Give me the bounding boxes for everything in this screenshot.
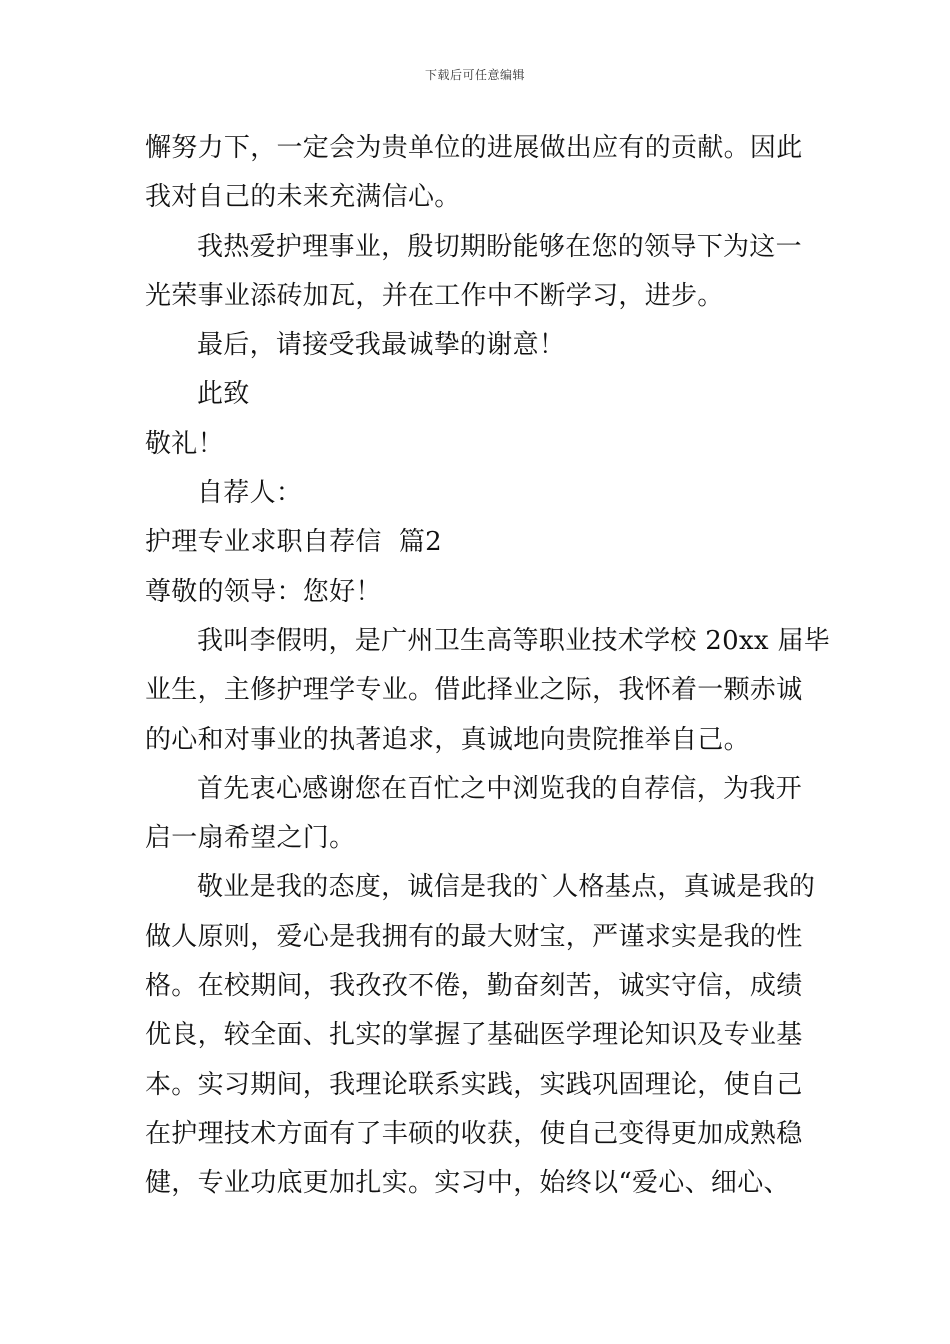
text-line: 懈努力下，一定会为贵单位的进展做出应有的贡献。因此 (145, 133, 803, 163)
text-line: 护理专业求职自荐信 篇2 (145, 527, 442, 558)
text-line: 光荣事业添砖加瓦，并在工作中不断学习，进步。 (145, 280, 724, 311)
text-line: 敬业是我的态度，诚信是我的`人格基点，真诚是我的 (197, 872, 816, 903)
text-line: 本。实习期间，我理论联系实践，实践巩固理论，使自己 (145, 1069, 803, 1100)
text-line: 业生，主修护理学专业。借此择业之际，我怀着一颗赤诚 (145, 675, 803, 706)
text-line: 敬礼！ (145, 428, 224, 459)
text-line: 格。在校期间，我孜孜不倦，勤奋刻苦，诚实守信，成绩 (145, 971, 803, 1002)
text-line: 自荐人： (197, 478, 303, 509)
text-line: 尊敬的领导：您好！ (145, 576, 382, 607)
document-body (145, 124, 831, 1209)
text-line: 健，专业功底更加扎实。实习中，始终以“爱心、细心、 (145, 1168, 790, 1199)
text-line: 做人原则，爱心是我拥有的最大财宝，严谨求实是我的性 (145, 921, 803, 952)
text-line: 的心和对事业的执著追求，真诚地向贵院推举自己。 (145, 724, 750, 755)
text-line: 首先衷心感谢您在百忙之中浏览我的自荐信，为我开 (197, 773, 802, 804)
text-line: 我叫李假明，是广州卫生高等职业技术学校 20xx 届毕 (197, 625, 831, 656)
page-header-note: 下载后可任意编辑 (424, 68, 525, 82)
text-line: 此致 (197, 379, 250, 410)
text-line: 我热爱护理事业，殷切期盼能够在您的领导下为这一 (197, 231, 802, 262)
text-line: 最后，请接受我最诚挚的谢意！ (197, 330, 566, 361)
text-line: 我对自己的未来充满信心。 (145, 182, 461, 213)
text-line: 优良，较全面、扎实的掌握了基础医学理论知识及专业基 (145, 1020, 803, 1051)
text-line: 启一扇希望之门。 (145, 823, 356, 854)
text-line: 在护理技术方面有了丰硕的收获，使自己变得更加成熟稳 (145, 1118, 803, 1149)
